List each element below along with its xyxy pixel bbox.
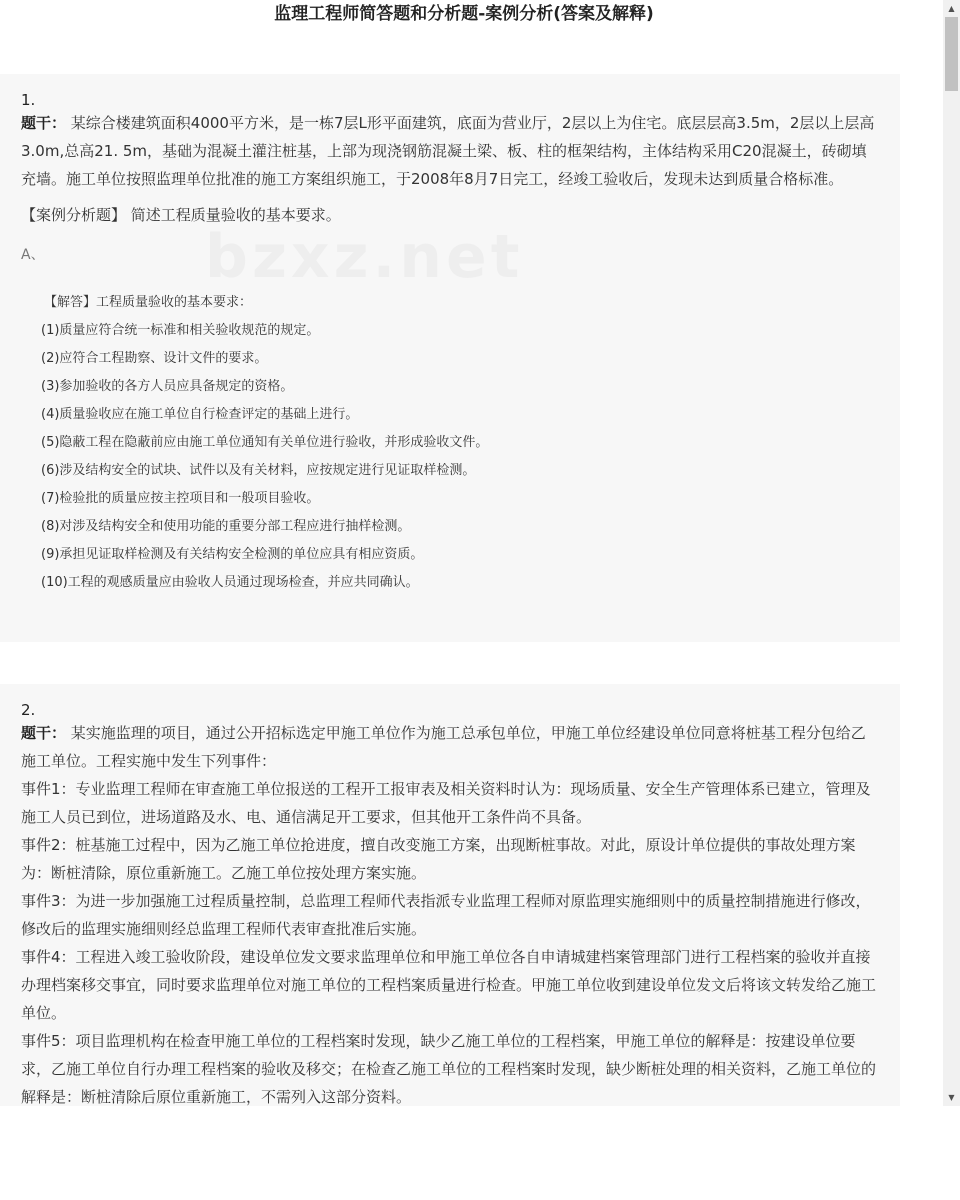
event-item: 事件3：为进一步加强施工过程质量控制，总监理工程师代表指派专业监理工程师对原监理实施细则中的质量控制措施进行修改，修改后的监理实施细则经总监理工程师代表审查批准后实施。 <box>21 892 871 938</box>
question-card-1 <box>0 74 900 642</box>
question-card-2 <box>0 684 900 1106</box>
answer-item: (10)工程的观感质量应由验收人员通过现场检查，并应共同确认。 <box>41 575 419 590</box>
event-item: 事件1：专业监理工程师在审查施工单位报送的工程开工报审表及相关资料时认为：现场质量、安全生产管理体系已建立，管理及施工人员已到位，进场道路及水、电、通信满足开工要求，但其他开工条件尚不具备。 <box>21 780 871 826</box>
question-stem <box>21 109 880 193</box>
scroll-down-arrow-icon[interactable]: ▼ <box>948 1093 955 1102</box>
answer-block <box>21 289 880 597</box>
question-number: 2. <box>21 701 36 719</box>
answer-item: (9)承担见证取样检测及有关结构安全检测的单位应具有相应资质。 <box>41 547 424 562</box>
vertical-scrollbar[interactable] <box>943 0 960 1106</box>
answer-item: (3)参加验收的各方人员应具备规定的资格。 <box>41 379 294 394</box>
stem-label: 题干： <box>21 114 67 132</box>
option-a[interactable]: A、 <box>21 247 45 263</box>
scroll-up-arrow-icon[interactable]: ▲ <box>948 4 955 13</box>
stem-label: 题干： <box>21 724 67 742</box>
event-item: 事件2：桩基施工过程中，因为乙施工单位抢进度，擅自改变施工方案，出现断桩事故。对此，原设计单位提供的事故处理方案为：断桩清除，原位重新施工。乙施工单位按处理方案实施。 <box>21 836 856 882</box>
answer-item: (5)隐蔽工程在隐蔽前应由施工单位通知有关单位进行验收，并形成验收文件。 <box>41 435 489 450</box>
stem-text: 某实施监理的项目，通过公开招标选定甲施工单位作为施工总承包单位，甲施工单位经建设单位同意将桩基工程分包给乙施工单位。工程实施中发生下列事件： <box>21 724 866 770</box>
answer-item: (8)对涉及结构安全和使用功能的重要分部工程应进行抽样检测。 <box>41 519 411 534</box>
answer-item: (2)应符合工程勘察、设计文件的要求。 <box>41 351 268 366</box>
answer-item: (4)质量验收应在施工单位自行检查评定的基础上进行。 <box>41 407 359 422</box>
answer-item: (6)涉及结构安全的试块、试件以及有关材料，应按规定进行见证取样检测。 <box>41 463 476 478</box>
question-stem <box>21 719 880 775</box>
page-title: 监理工程师简答题和分析题-案例分析(答案及解释) <box>274 4 654 24</box>
sub-question: 【案例分析题】 简述工程质量验收的基本要求。 <box>21 206 341 224</box>
answer-item: (1)质量应符合统一标准和相关验收规范的规定。 <box>41 323 320 338</box>
answer-heading: 【解答】工程质量验收的基本要求： <box>44 295 253 310</box>
answer-item: (7)检验批的质量应按主控项目和一般项目验收。 <box>41 491 320 506</box>
question-number: 1. <box>21 91 36 109</box>
watermark <box>205 222 523 292</box>
event-item: 事件5：项目监理机构在检查甲施工单位的工程档案时发现，缺少乙施工单位的工程档案，甲施工单位的解释是：按建设单位要求，乙施工单位自行办理工程档案的验收及移交；在检查乙施工单位的工程档案时发现，缺少断桩处理的相关资料，乙施工单位的解释是：断桩清除后原位重新施工，不需列入这部分资料。 <box>21 1032 877 1106</box>
stem-text: 某综合楼建筑面积4000平方米，是一栋7层L形平面建筑，底面为营业厅，2层以上为住宅。底层层高3.5m，2层以上层高3.0m,总高21. 5m，基础为混凝土灌注桩基，上部为现浇钢筋混凝土梁、板、柱的框架结构，主体结构采用C20混凝土，砖砌填充墙。施工单位按照监理单位批准的施工方案组织施工，于2008年8月7日完工，经竣工验收后，发现未达到质量合格标准。 <box>21 114 875 188</box>
scrollbar-thumb[interactable] <box>945 17 958 91</box>
event-item: 事件4：工程进入竣工验收阶段，建设单位发文要求监理单位和甲施工单位各自申请城建档案管理部门进行工程档案的验收并直接办理档案移交事宜，同时要求监理单位对施工单位的工程档案质量进行检查。甲施工单位收到建设单位发文后将该文转发给乙施工单位。 <box>21 948 877 1022</box>
